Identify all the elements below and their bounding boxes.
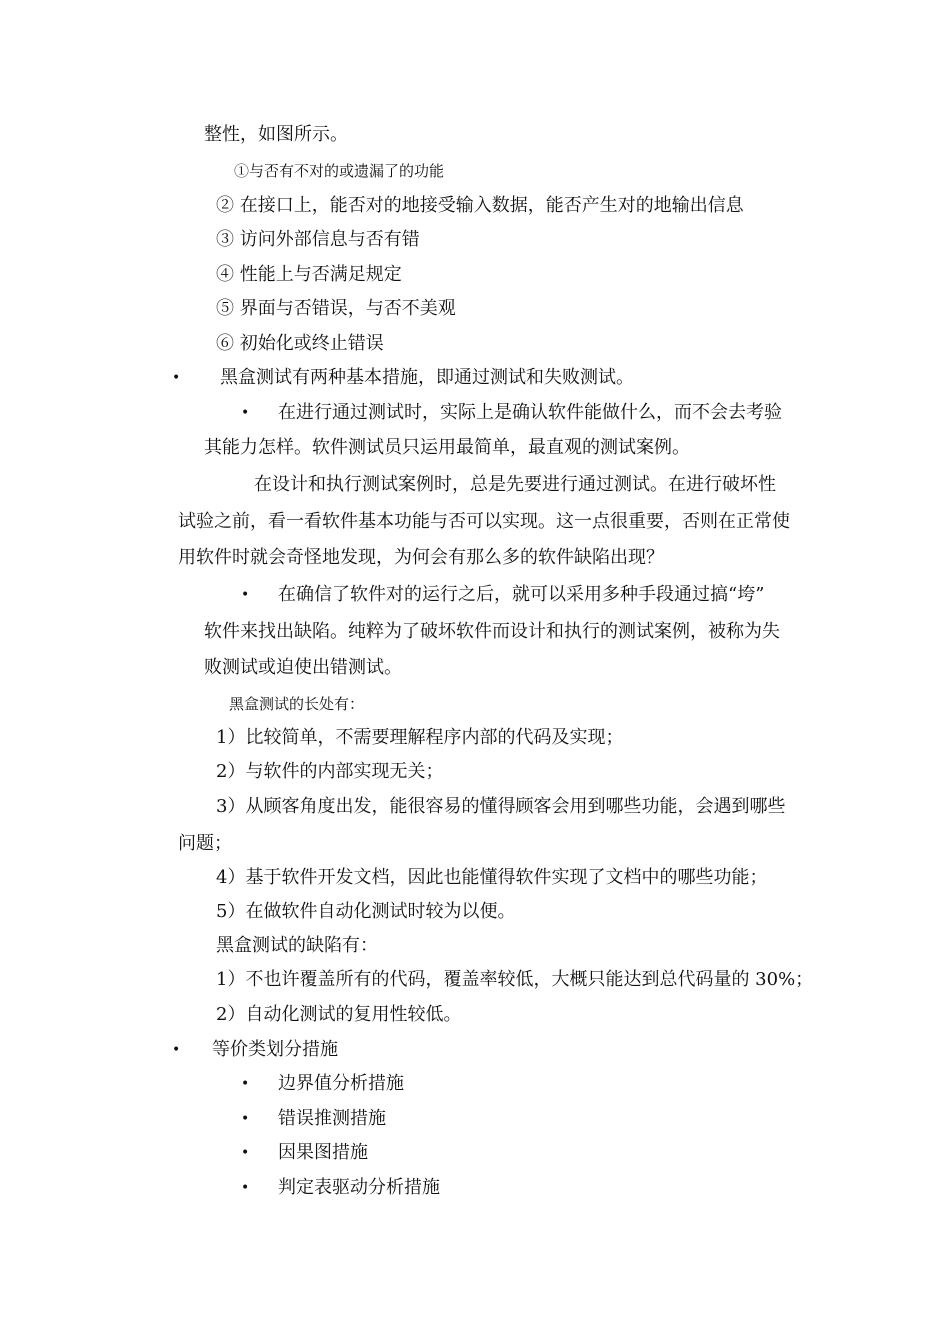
bullet-icon: • — [241, 405, 250, 421]
list-item-4: ④ 性能上与否满足规定 — [216, 264, 402, 285]
pass-test-line-1: 在进行通过测试时，实际上是确认软件能做什么，而不会去考验 — [278, 402, 782, 423]
pro-item-3-line-1: 3）从顾客角度出发，能很容易的懂得顾客会用到哪些功能，会遇到哪些 — [216, 796, 786, 817]
intro-line: 整性，如图所示。 — [204, 124, 348, 145]
list-item-1: ①与否有不对的或遗漏了的功能 — [234, 162, 445, 180]
pro-item-5: 5）在做软件自动化测试时较为以便。 — [216, 901, 516, 922]
sub-method-4: 判定表驱动分析措施 — [278, 1177, 440, 1198]
list-item-5: ⑤ 界面与否错误，与否不美观 — [216, 298, 456, 319]
cons-title: 黑盒测试的缺陷有： — [216, 935, 378, 956]
bullet-icon: • — [241, 1180, 250, 1196]
list-item-2: ② 在接口上，能否对的地接受输入数据，能否产生对的地输出信息 — [216, 195, 744, 216]
list-item-6: ⑥ 初始化或终止错误 — [216, 333, 384, 354]
pros-title: 黑盒测试的长处有： — [229, 695, 365, 713]
pass-test-line-2: 其能力怎样。软件测试员只运用最简单，最直观的测试案例。 — [204, 437, 690, 458]
bullet-icon: • — [241, 1145, 250, 1161]
bullet-icon: • — [172, 370, 181, 386]
bullet-blackbox-methods: 黑盒测试有两种基本措施，即通过测试和失败测试。 — [220, 367, 634, 388]
fail-test-line-3: 败测试或迫使出错测试。 — [204, 657, 402, 678]
sub-method-2: 错误推测措施 — [278, 1108, 386, 1129]
list-item-3: ③ 访问外部信息与否有错 — [216, 229, 420, 250]
bullet-equivalence-partitioning: 等价类划分措施 — [212, 1039, 338, 1060]
pro-item-4: 4）基于软件开发文档，因此也能懂得软件实现了文档中的哪些功能； — [216, 867, 768, 888]
con-item-1: 1）不也许覆盖所有的代码，覆盖率较低，大概只能达到总代码量的 30%； — [216, 969, 814, 990]
pro-item-2: 2）与软件的内部实现无关； — [216, 761, 444, 782]
bullet-icon: • — [172, 1042, 181, 1058]
fail-test-line-2: 软件来找出缺陷。纯粹为了破坏软件而设计和执行的测试案例，被称为失 — [204, 621, 780, 642]
sub-method-3: 因果图措施 — [278, 1142, 368, 1163]
bullet-icon: • — [241, 1076, 250, 1092]
design-para-line-1: 在设计和执行测试案例时，总是先要进行通过测试。在进行破坏性 — [254, 474, 776, 495]
sub-method-1: 边界值分析措施 — [278, 1073, 404, 1094]
design-para-line-2: 试验之前，看一看软件基本功能与否可以实现。这一点很重要，否则在正常使 — [178, 511, 790, 532]
design-para-line-3: 用软件时就会奇怪地发现，为何会有那么多的软件缺陷出现？ — [178, 547, 664, 568]
fail-test-line-1: 在确信了软件对的运行之后，就可以采用多种手段通过搞“垮” — [278, 584, 765, 605]
pro-item-1: 1）比较简单，不需要理解程序内部的代码及实现； — [216, 727, 624, 748]
pro-item-3-line-2: 问题； — [178, 833, 232, 854]
con-item-2: 2）自动化测试的复用性较低。 — [216, 1004, 462, 1025]
bullet-icon: • — [241, 1111, 250, 1127]
bullet-icon: • — [241, 587, 250, 603]
